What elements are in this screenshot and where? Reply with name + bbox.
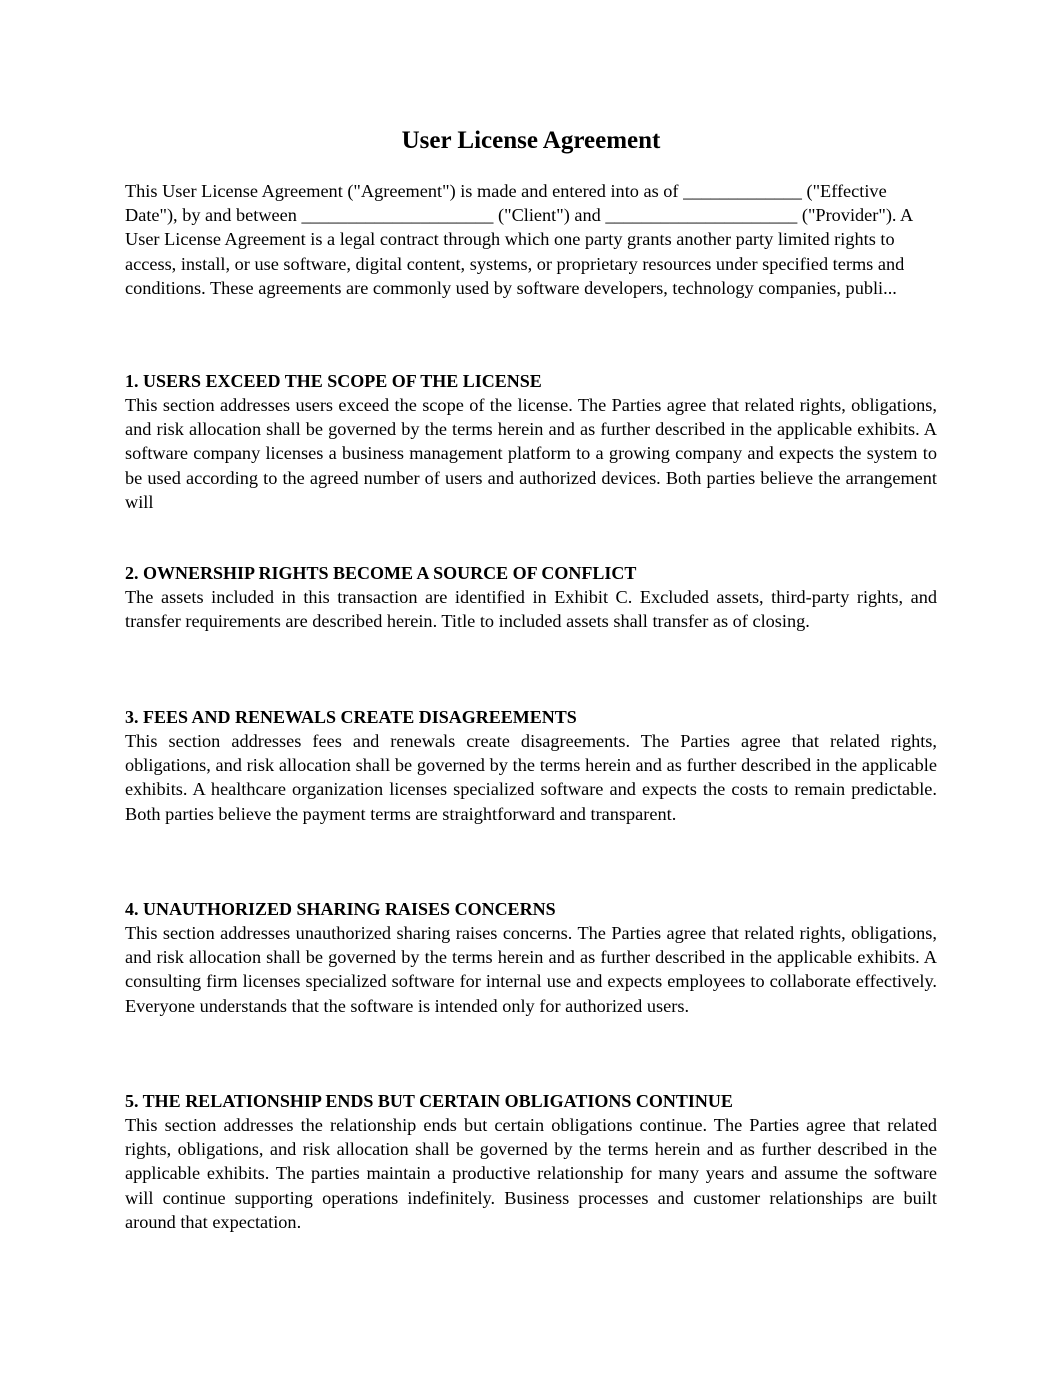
section-5 xyxy=(125,1089,937,1234)
section-1 xyxy=(125,369,937,514)
section-heading: 4. UNAUTHORIZED SHARING RAISES CONCERNS xyxy=(125,899,556,919)
section-2 xyxy=(125,561,937,633)
section-4 xyxy=(125,897,937,1018)
section-body: This section addresses the relationship ends but certain obligations continue. The Parties agree that related rights, obligations, and risk allocation shall be governed by the terms herein and as further described in the applicable exhibits. The parties maintain a productive relationship for many years and assume the software will continue supporting operations indefinitely. Business processes and customer relationships are built around that expectation. xyxy=(125,1115,937,1232)
section-body: This section addresses fees and renewals create disagreements. The Parties agree that related rights, obligations, and risk allocation shall be governed by the terms herein and as further described in the applicable exhibits. A healthcare organization licenses specialized software and expects the costs to remain predictable. Both parties believe the payment terms are straightforward and transparent. xyxy=(125,731,937,824)
document-title: User License Agreement xyxy=(401,127,661,154)
section-body: This section addresses users exceed the scope of the license. The Parties agree that related rights, obligations, and risk allocation shall be governed by the terms herein and as further described in the applicable exhibits. A software company licenses a business management platform to a growing company and expects the system to be used according to the agreed number of users and authorized devices. Both parties believe the arrangement will xyxy=(125,395,937,512)
section-heading: 3. FEES AND RENEWALS CREATE DISAGREEMENTS xyxy=(125,707,577,727)
section-heading: 2. OWNERSHIP RIGHTS BECOME A SOURCE OF CONFLICT xyxy=(125,563,637,583)
section-3 xyxy=(125,705,937,826)
section-body: This section addresses unauthorized sharing raises concerns. The Parties agree that related rights, obligations, and risk allocation shall be governed by the terms herein and as further described in the applicable exhibits. A consulting firm licenses specialized software for internal use and expects employees to collaborate effectively. Everyone understands that the software is intended only for authorized users. xyxy=(125,923,937,1016)
intro-paragraph: This User License Agreement ("Agreement") is made and entered into as of _____________ ("Effective Date"), by and between _____________________ ("Client") and _____________________ ("Provider"). A User License Agreement is a legal contract through which one party grants another party limited rights to access, install, or use software, digital content, systems, or proprietary resources under specified terms and conditions. These agreements are commonly used by software developers, technology companies, publi... xyxy=(125,181,913,298)
section-body: The assets included in this transaction are identified in Exhibit C. Excluded assets, third-party rights, and transfer requirements are described herein. Title to included assets shall transfer as of closing. xyxy=(125,587,937,632)
section-heading: 1. USERS EXCEED THE SCOPE OF THE LICENSE xyxy=(125,371,542,391)
section-heading: 5. THE RELATIONSHIP ENDS BUT CERTAIN OBLIGATIONS CONTINUE xyxy=(125,1091,733,1111)
